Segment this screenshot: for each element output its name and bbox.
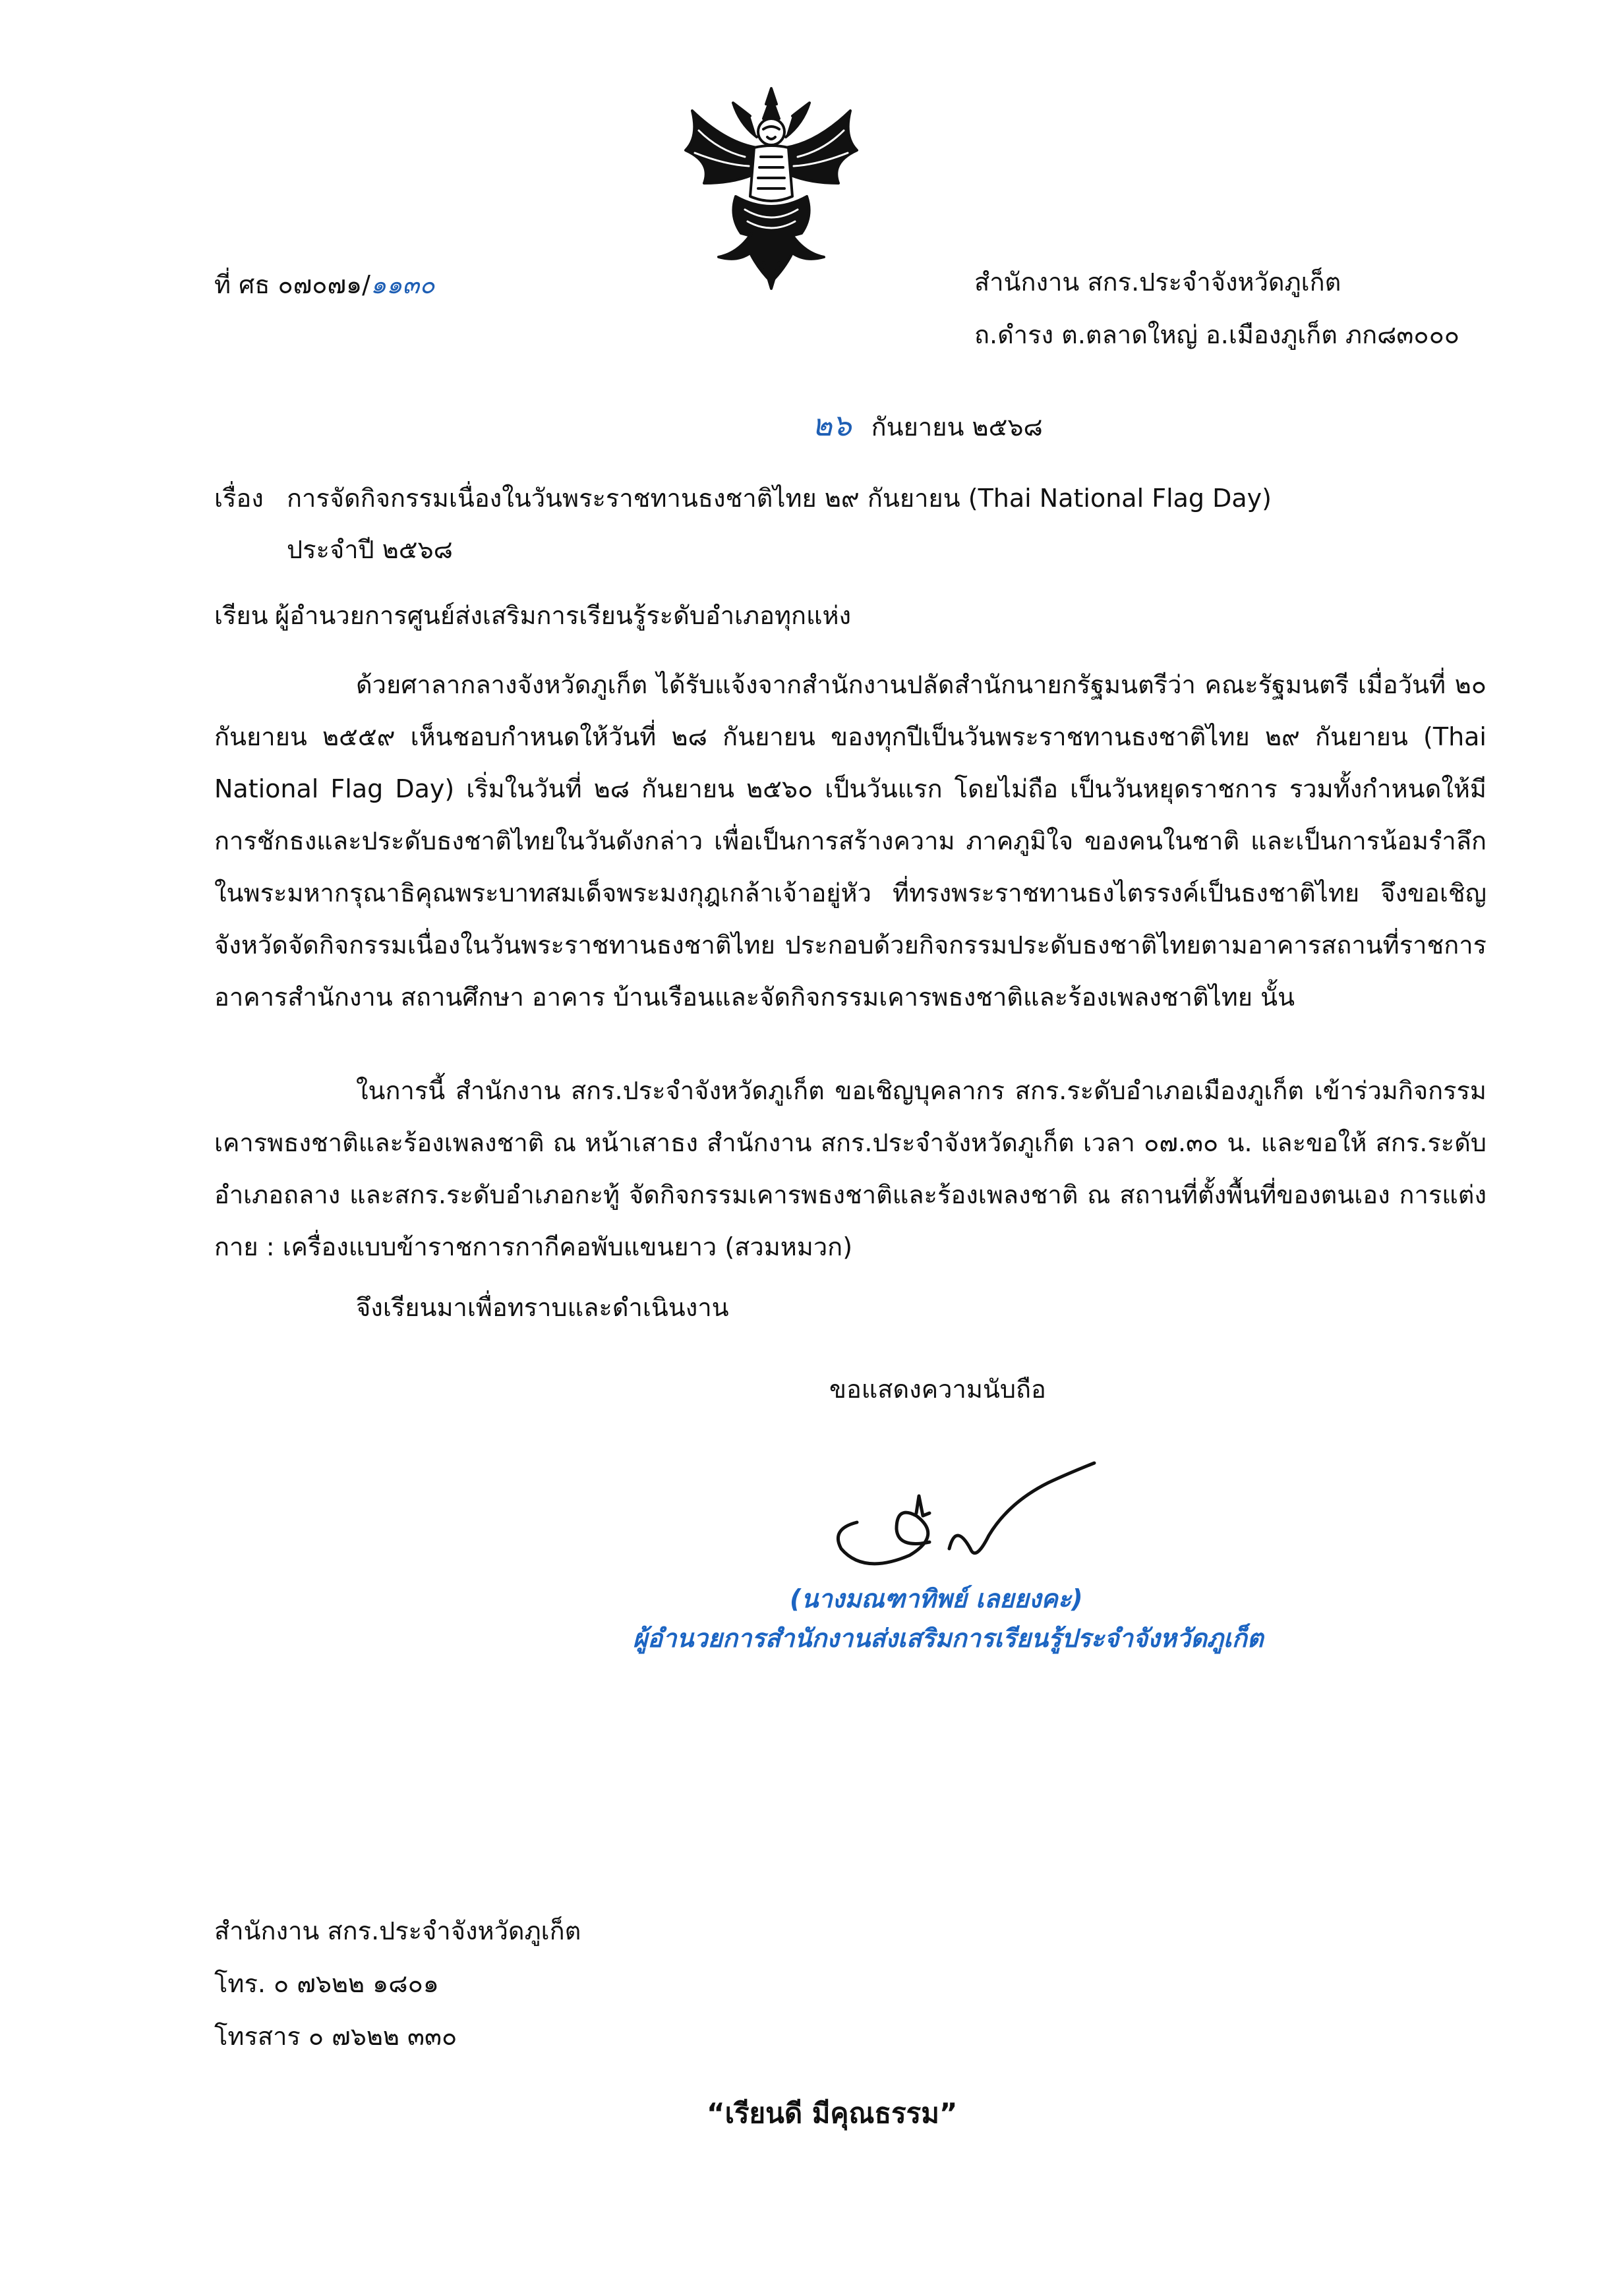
date-day: ๒๖ <box>812 407 852 443</box>
handwritten-signature <box>817 1450 1107 1582</box>
subject-line <box>214 482 1272 515</box>
signatory-position: ผู้อำนวยการสำนักงานส่งเสริมการเรียนรู้ประจำจังหวัดภูเก็ต <box>633 1624 1264 1653</box>
date-month-year: กันยายน ๒๕๖๘ <box>871 413 1043 442</box>
garuda-emblem <box>672 84 870 295</box>
body-paragraph-1: ด้วยศาลากลางจังหวัดภูเก็ต ได้รับแจ้งจากสำนักงานปลัดสำนักนายกรัฐมนตรีว่า คณะรัฐมนตรี เมื่อวันที่ ๒๐ กันยายน ๒๕๕๙ เห็นชอบกำหนดให้วันที่ ๒๘ กันยายน ของทุกปีเป็นวันพระราชทานธงชาติไทย ๒๙ กันยายน (Thai National Flag Day) เริ่มในวันที่ ๒๘ กันยายน ๒๕๖๐ เป็นวันแรก โดยไม่ถือ เป็นวันหยุดราชการ รวมทั้งกำหนดให้มีการชักธงและประดับธงชาติไทยในวันดังกล่าว เพื่อเป็นการสร้างความ ภาคภูมิใจ ของคนในชาติ และเป็นการน้อมรำลึกในพระมหากรุณาธิคุณพระบาทสมเด็จพระมงกุฎเกล้าเจ้าอยู่หัว ที่ทรงพระราชทานธงไตรรงค์เป็นธงชาติไทย จึงขอเชิญจังหวัดจัดกิจกรรมเนื่องในวันพระราชทานธงชาติไทย ประกอบด้วยกิจกรรมประดับธงชาติไทยตามอาคารสถานที่ราชการ อาคารสำนักงาน สถานศึกษา อาคาร บ้านเรือนและจัดกิจกรรมเคารพธงชาติและร้องเพลงชาติไทย นั้น <box>214 670 1487 1012</box>
subject-text-line2: ประจำปี ๒๕๖๘ <box>287 535 453 564</box>
recipient-text: ผู้อำนวยการศูนย์ส่งเสริมการเรียนรู้ระดับอำเภอทุกแห่ง <box>275 601 852 630</box>
footer-office: สำนักงาน สกร.ประจำจังหวัดภูเก็ต <box>214 1916 581 1945</box>
organization-motto: “เรียนดี มีคุณธรรม” <box>707 2097 958 2129</box>
subject-label: เรื่อง <box>214 484 264 513</box>
recipient-line <box>214 600 851 632</box>
document-date <box>812 406 1043 445</box>
subject-text-line1: การจัดกิจกรรมเนื่องในวันพระราชทานธงชาติไทย ๒๙ กันยายน (Thai National Flag Day) <box>287 484 1272 513</box>
recipient-label: เรียน <box>214 601 268 630</box>
reference-prefix: ที่ ศธ ๐๗๐๗๑/ <box>214 270 370 299</box>
signatory-name: (นางมณฑาทิพย์ เลยยงคะ) <box>790 1584 1083 1613</box>
sender-office: สำนักงาน สกร.ประจำจังหวัดภูเก็ต <box>974 268 1341 297</box>
footer-fax: โทรสาร ๐ ๗๖๒๒ ๓๓๐ <box>214 2022 457 2051</box>
sender-address: ถ.ดำรง ต.ตลาดใหญ่ อ.เมืองภูเก็ต ภก๘๓๐๐๐ <box>974 320 1459 349</box>
body-paragraph-2: ในการนี้ สำนักงาน สกร.ประจำจังหวัดภูเก็ต ขอเชิญบุคลากร สกร.ระดับอำเภอเมืองภูเก็ต เข้าร่วมกิจกรรมเคารพธงชาติและร้องเพลงชาติ ณ หน้าเสาธง สำนักงาน สกร.ประจำจังหวัดภูเก็ต เวลา ๐๗.๓๐ น. และขอให้ สกร.ระดับอำเภอถลาง และสกร.ระดับอำเภอกะทู้ จัดกิจกรรมเคารพธงชาติและร้องเพลงชาติ ณ สถานที่ตั้งพื้นที่ของตนเอง การแต่งกาย : เครื่องแบบข้าราชการกากีคอพับแขนยาว (สวมหมวก) <box>214 1076 1487 1261</box>
body-paragraph-3: จึงเรียนมาเพื่อทราบและดำเนินงาน <box>356 1293 729 1322</box>
document-reference <box>214 269 434 301</box>
footer-telephone: โทร. ๐ ๗๖๒๒ ๑๘๐๑ <box>214 1969 439 1998</box>
closing-salutation: ขอแสดงความนับถือ <box>829 1375 1046 1404</box>
reference-number: ๑๑๓๐ <box>370 270 435 299</box>
